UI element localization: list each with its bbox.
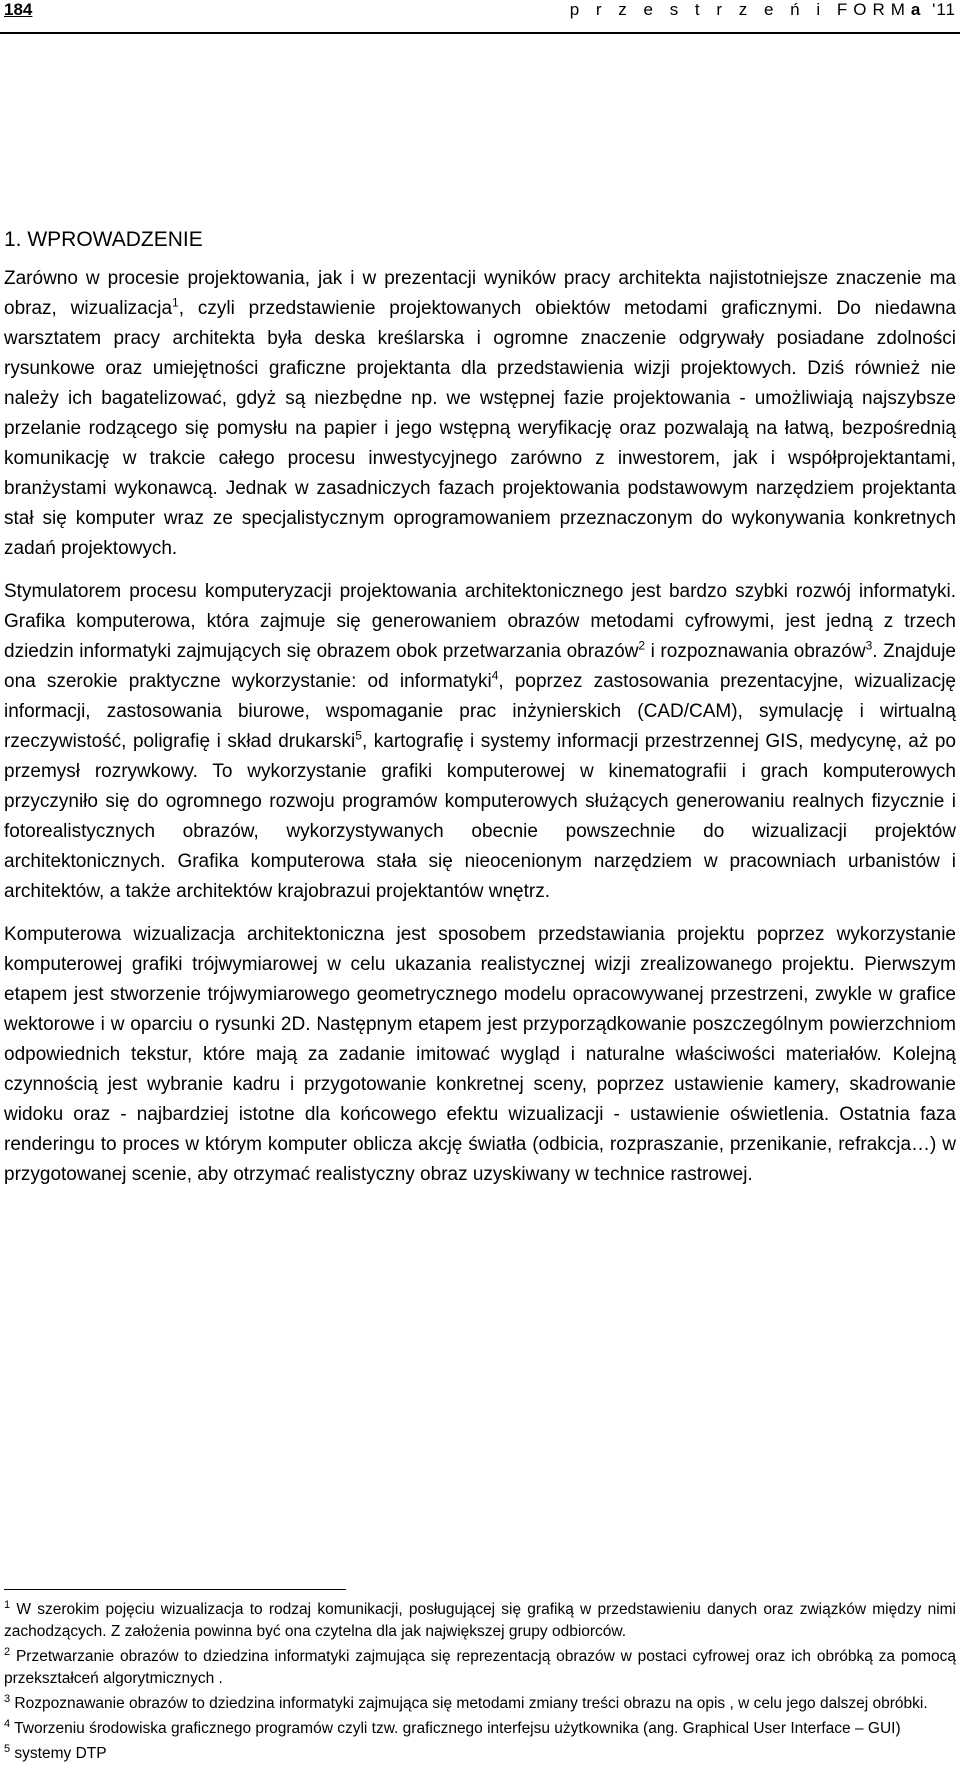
- paragraph-1: [4, 264, 956, 564]
- page-number: 184: [4, 0, 33, 19]
- footnote-number: 2: [4, 1645, 11, 1658]
- paragraph-text: Zarówno w procesie projektowania, jak i w prezentacji wyników pracy architekta najistotniejsze znaczenie ma obraz, wizualizacja: [4, 268, 956, 319]
- paragraph-text: i rozpoznawania obrazów: [645, 641, 866, 662]
- journal-volume: '11: [932, 0, 956, 19]
- paragraph-text: . Znajduje ona szerokie praktyczne wykorzystanie: od informatyki: [4, 641, 956, 692]
- footnote-2: [4, 1646, 956, 1690]
- footnote-ref-1[interactable]: 1: [172, 295, 179, 310]
- footnote-number: 4: [4, 1717, 11, 1730]
- footnote-ref-2[interactable]: 2: [638, 638, 646, 653]
- footnote-number: 1: [4, 1598, 11, 1611]
- footnote-1: [4, 1599, 956, 1643]
- footnotes: [4, 1599, 956, 1768]
- section-heading: 1. WPROWADZENIE: [4, 228, 203, 251]
- article-body: [4, 228, 956, 1203]
- paragraph-2: [4, 577, 956, 907]
- footnote-separator: [4, 1589, 346, 1590]
- paragraph-3: [4, 920, 956, 1190]
- journal-name-bold-letter: a: [910, 0, 922, 19]
- footnote-number: 3: [4, 1692, 11, 1705]
- footnote-text: W szerokim pojęciu wizualizacja to rodzaj komunikacji, posługującej się grafiką w przedstawieniu danych oraz związków między nimi zachodzących. Z założenia powinna być ona czytelna dla jak największej grupy odbiorców.: [4, 1601, 956, 1640]
- paragraph-text: , czyli przedstawienie projektowanych obiektów metodami graficznymi. Do niedawna warsztatem pracy architekta była deska kreślarska i ogromne znaczenie odgrywały posiadane zdolności rysunkowe oraz umiejętności graficzne projektanta dla przedstawienia wizji projektowych. Dziś również nie należy ich bagatelizować, gdyż są niezbędne np. we wstępnej fazie projektowania - umożliwiają najszybsze przelanie rodzącego się pomysłu na papier i jego wstępną weryfikację oraz pozwalają na łatwą, bezpośrednią komunikację w trakcie całego procesu inwestycyjnego zarówno z inwestorem, jak i współprojektantami, branżystami wykonawcą. Jednak w zasadniczych fazach projektowania podstawowym narzędziem projektanta stał się komputer wraz ze specjalistycznym oprogramowaniem przeznaczonym do wykonywania konkretnych zadań projektowych.: [4, 298, 956, 559]
- footnote-3: [4, 1693, 956, 1715]
- footnote-text: Rozpoznawanie obrazów to dziedzina informatyki zajmująca się metodami zmiany treści obrazu na opis , w celu jego dalszej obróbki.: [10, 1695, 928, 1712]
- paragraph-text: , kartografię i systemy informacji przestrzennej GIS, medycynę, aż po przemysł rozrywkowy. To wykorzystanie grafiki komputerowej w kinematografii i grach komputerowych przyczyniło się do ogromnego rozwoju programów komputerowych służących generowaniu realnych fizycznie i fotorealistycznych obrazów, wykorzystywanych obecnie powszechnie do wizualizacji projektów architektonicznych. Grafika komputerowa stała się nieocenionym narzędziem w pracowniach urbanistów i architektów, a także architektów krajobrazui projektantów wnętrz.: [4, 731, 956, 902]
- footnote-text: Tworzeniu środowiska graficznego programów czyli tzw. graficznego interfejsu użytkownika (ang. Graphical User Interface – GUI): [10, 1720, 901, 1737]
- footnote-ref-3[interactable]: 3: [865, 638, 873, 653]
- journal-title: [570, 0, 956, 20]
- running-header: [0, 0, 960, 34]
- footnote-text: systemy DTP: [10, 1745, 107, 1762]
- journal-name: p r z e s t r z e ń i FORM: [569, 0, 911, 19]
- footnote-5: [4, 1743, 956, 1765]
- paragraph-text: Komputerowa wizualizacja architektoniczna jest sposobem przedstawiania projektu poprzez wykorzystanie komputerowej grafiki trójwymiarowej w celu ukazania realistycznej wizji zrealizowanego projektu. Pierwszym etapem jest stworzenie trójwymiarowego geometrycznego modelu opracowywanej przestrzeni, zwykle w grafice wektorowe i w oparciu o rysunki 2D. Następnym etapem jest przyporządkowanie poszczególnym powierzchniom odpowiednich tekstur, które mają za zadanie imitować wygląd i naturalne właściwości materiałów. Kolejną czynnością jest wybranie kadru i przygotowanie konkretnej sceny, poprzez ustawienie kamery, skadrowanie widoku oraz - najbardziej istotne dla końcowego efektu wizualizacji - ustawienie oświetlenia. Ostatnia faza renderingu to proces w którym komputer oblicza akcję światła (odbicia, rozpraszanie, przenikanie, refrakcja…) w przygotowanej scenie, aby otrzymać realistyczny obraz uzyskiwany w technice rastrowej.: [4, 924, 956, 1185]
- footnote-number: 5: [4, 1742, 11, 1755]
- paragraph-text: Stymulatorem procesu komputeryzacji projektowania architektonicznego jest bardzo szybki rozwój informatyki. Grafika komputerowa, która zajmuje się generowaniem obrazów metodami cyfrowymi, jest jedną z trzech dziedzin informatyki zajmujących się obrazem obok przetwarzania obrazów: [4, 581, 956, 662]
- footnote-ref-5[interactable]: 5: [355, 728, 362, 743]
- footnote-text: Przetwarzanie obrazów to dziedzina informatyki zajmująca się reprezentacją obrazów w postaci cyfrowej oraz ich obróbką za pomocą przekształceń algorytmicznych .: [4, 1648, 956, 1687]
- footnote-ref-4[interactable]: 4: [491, 668, 499, 683]
- paragraph-text: , poprzez zastosowania prezentacyjne, wizualizację informacji, zastosowania biurowe, wspomaganie prac inżynierskich (CAD/CAM), symulację i wirtualną rzeczywistość, poligrafię i skład drukarski: [4, 671, 956, 752]
- footnote-4: [4, 1718, 956, 1740]
